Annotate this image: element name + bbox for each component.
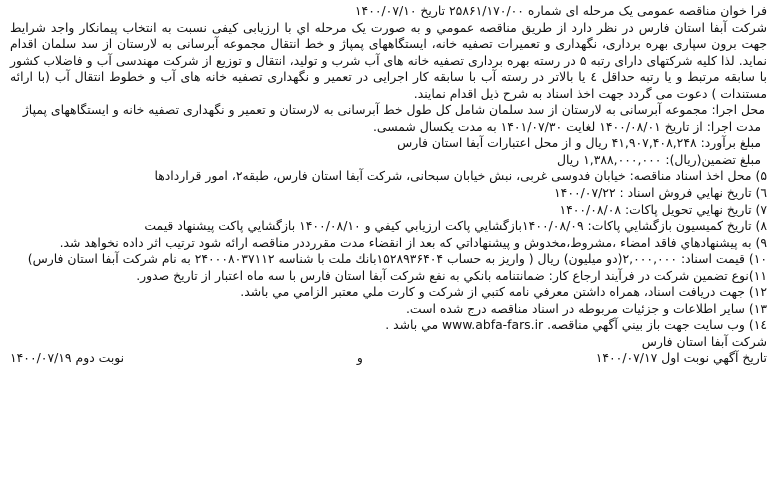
duration-line: مدت اجرا: از تاریخ ۱۴۰۰/۰۸/۰۱ لغایت ۱۴۰۱/۰۷/۳۰ به مدت یکسال شمسی.	[372, 118, 761, 134]
item-8: ۸) تاريخ كميسيون بازگشايي پاكات: ۱۴۰۰/۰۸/۰۹بازگشايي پاكت ارزيابي كيفي و ۱۴۰۰/۰۸/۱۰ بازگشايي پاكت پيشنهاد قيمت	[144, 218, 767, 234]
guarantee-line: مبلغ تضمین(ریال): ۱,۳۸۸,۰۰۰,۰۰۰ ریال	[556, 151, 761, 167]
first-publication-label: تاريخ آگهي نوبت اول	[661, 350, 767, 366]
estimate-line: مبلغ برآورد: ۴۱,۹۰۷,۴۰۸,۲۴۸ ریال و از محل اعتبارات آبفا استان فارس	[397, 135, 761, 151]
location-paragraph: محل اجرا: مجموعه آبرسانی به لارستان از سد سلمان شامل کل طول خط آبرسانی به لارستان و تعمیر و نگهداری تصفیه خانه و ایستگاههای پمپاژ	[22, 102, 765, 118]
item-13: ۱۳) ساير اطلاعات و جزئيات مربوطه در اسناد مناقصه درج شده است.	[405, 300, 767, 316]
item-6: ٦) تاريخ نهايي فروش اسناد : ۱۴۰۰/۰۷/۲۲	[554, 185, 767, 201]
item-5: ۵) محل اخذ اسناد مناقصه: خيابان فدوسی غربی، نبش خيابان سبحانی، شركت آبفا استان فارس، طبقه۲، امور قراردادها	[154, 168, 767, 184]
item-10: ۱۰) قيمت اسناد: ۲,۰۰۰,۰۰۰(دو ميليون) ريال ( واريز به حساب ۱۵۲۸۹۳۶۴۰۴بانك ملت با شناسه ۲۴۰۰۰۸۰۳۷۱۱۲ به نام شركت آبفا استان فارس)	[27, 251, 767, 267]
and-word: و	[356, 350, 363, 366]
item-12: ۱۲) جهت دريافت اسناد، همراه داشتن معرفي نامه كتبي از شركت و كارت ملي معتبر الزامي مي باشد.	[240, 284, 767, 300]
second-publication	[10, 350, 124, 367]
website-link[interactable]: www.abfa-fars.ir	[442, 317, 544, 333]
second-publication-label: نوبت دوم	[75, 350, 125, 366]
signature: شركت آبفا استان فارس	[641, 333, 767, 349]
item-14-prefix: ۱٤) وب سايت جهت باز بيني آگهي مناقصه.	[547, 317, 767, 333]
intro-paragraph: شرکت آبفا استان فارس در نظر دارد از طریق مناقصه عمومي و به صورت یک مرحله اي با ارزیابی کیفی نسبت به انتخاب پیمانکار واجد شرایط جهت برون سپاری بهره برداری، نگهداری و تعمیرات تصفیه خانه، ایستگاههای پمپاژ و خط انتقال مجموعه آبرسانی به لارستان از سد سلمان اقدام نماید. لذا کلیه شرکتهای دارای رتبه ۵ در رسته بهره برداری تصفیه خانه های آب شرب و تولید، انتقال و توزیع از شرکت مهندسی آب و فاضلاب کشور با سابقه مرتبط و یا رتبه حداقل ٤ یا بالاتر در رسته آب با سابقه کار اجرایی در تعمیر و نگهداری تصفیه خانه های آب و خطوط انتقال آب (با ارائه مستندات ) دعوت می گردد جهت اخذ اسناد به شرح ذیل اقدام نمایند.	[10, 19, 767, 101]
item-14-suffix: مي باشد .	[385, 317, 439, 333]
second-publication-date: ۱۴۰۰/۰۷/۱۹	[10, 350, 72, 366]
item-7: ۷) تاريخ نهايي تحويل پاكات: ۱۴۰۰/۰۸/۰۸	[559, 201, 767, 217]
notice-title: فرا خوان مناقصه عمومی یک مرحله ای شماره ۲۵۸۶۱/۱۷۰/۰۰ تاریخ ۱۴۰۰/۰۷/۱۰	[354, 3, 767, 18]
first-publication	[596, 350, 767, 367]
item-9: ۹) به پيشنهادهاي فاقد امضاء ،مشروط،مخدوش و پيشنهاداتي كه بعد از انقضاء مدت مقررددر مناقصه ارائه شود ترتيب اثر داده نخواهد شد.	[59, 234, 767, 250]
publication-dates	[10, 350, 767, 367]
item-11: ۱۱)نوع تضمين شركت در فرآيند ارجاع كار: ضمانتنامه بانكي به نفع شركت آبفا استان فارس با سه ماه اعتبار از تاريخ صدور.	[136, 267, 767, 283]
first-publication-date: ۱۴۰۰/۰۷/۱۷	[595, 350, 658, 366]
item-14	[10, 317, 767, 334]
